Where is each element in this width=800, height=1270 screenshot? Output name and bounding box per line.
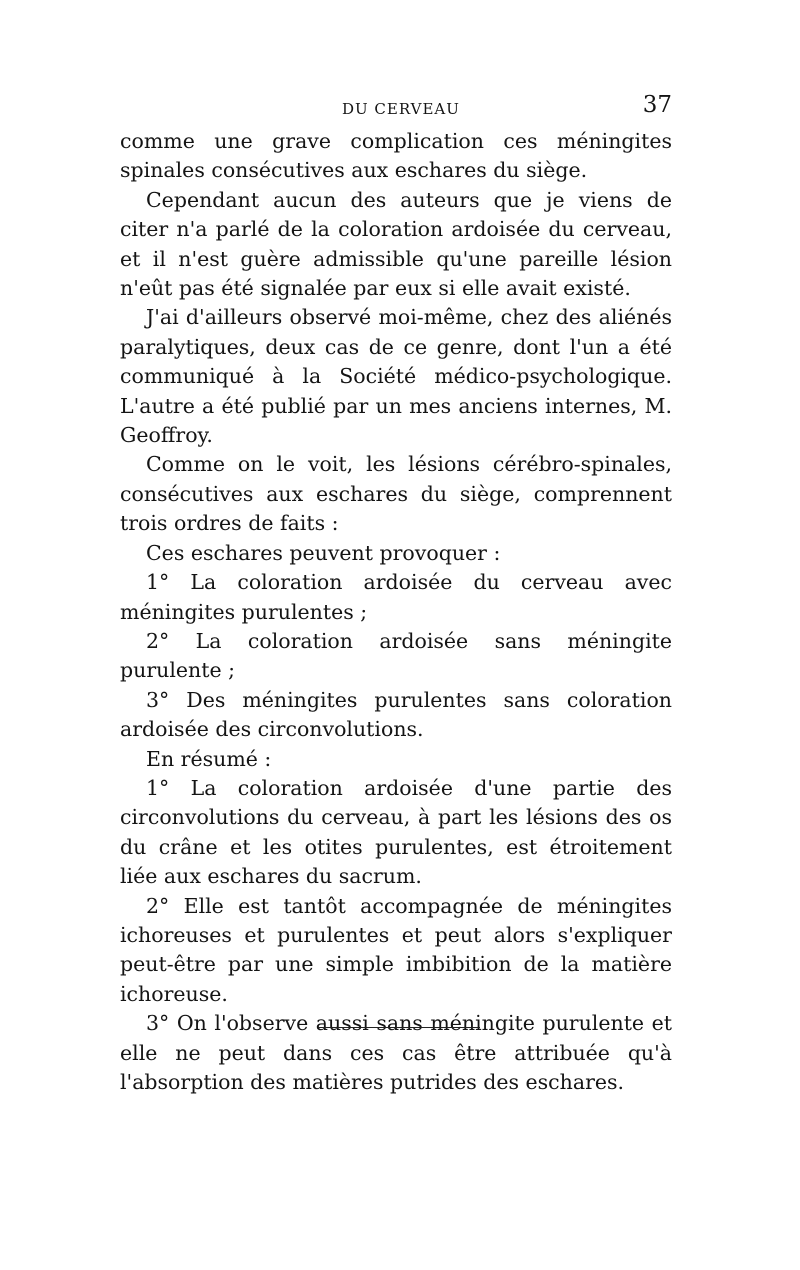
paragraph: Comme on le voit, les lésions cérébro-spinales, consécutives aux eschares du siège, comprennent trois ordres de faits : <box>120 452 672 536</box>
paragraph: Cependant aucun des auteurs que je viens de citer n'a parlé de la coloration ardoisée du cerveau, et il n'est guère admissible qu'une pareille lésion n'eût pas été signalée par eux si elle avait existé. <box>120 187 672 301</box>
body-text <box>120 127 672 1097</box>
page-number: 37 <box>642 92 672 118</box>
page-header <box>120 92 672 122</box>
list-item: 2° Elle est tantôt accompagnée de méningites ichoreuses et purulentes et peut alors s'expliquer peut-être par une simple imbibition de la matière ichoreuse. <box>120 893 672 1006</box>
paragraph: J'ai d'ailleurs observé moi-même, chez des aliénés paralytiques, deux cas de ce genre, dont l'un a été communiqué à la Société médico-psychologique. L'autre a été publié par un mes anciens internes, M. Geoffroy. <box>120 305 672 448</box>
list-item: 1° La coloration ardoisée d'une partie des circonvolutions du cerveau, à part les lésions des os du crâne et les otites purulentes, est étroitement liée aux eschares du sacrum. <box>120 775 672 889</box>
running-title: DU CERVEAU <box>342 100 460 118</box>
list-item: 3° On l'observe aussi sans méningite purulente et elle ne peut dans ces cas être attribuée qu'à l'absorption des matières putrides des eschares. <box>120 1011 672 1094</box>
list-item: 2° La coloration ardoisée sans méningite purulente ; <box>120 628 672 683</box>
list-item: 3° Des méningites purulentes sans coloration ardoisée des circonvolutions. <box>120 687 672 742</box>
section-end-rule <box>318 1027 480 1028</box>
list-item: 1° La coloration ardoisée du cerveau avec méningites purulentes ; <box>120 570 672 624</box>
paragraph: Ces eschares peuvent provoquer : <box>146 540 501 565</box>
paragraph: comme une grave complication ces méningites spinales consécutives aux eschares du siège. <box>120 129 672 183</box>
paragraph: En résumé : <box>146 746 272 771</box>
